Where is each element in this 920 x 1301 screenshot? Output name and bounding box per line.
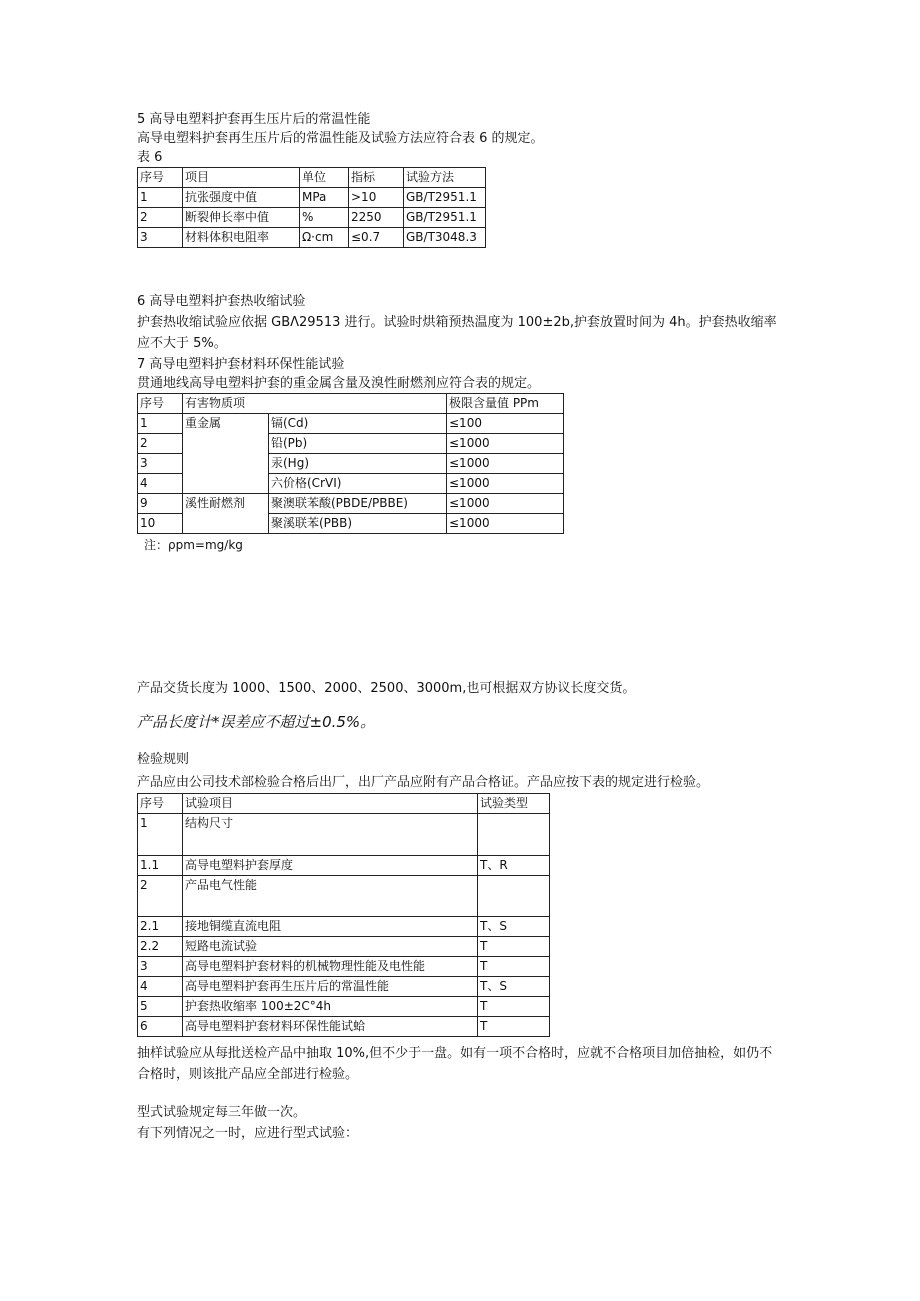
cell: 2 — [138, 208, 183, 228]
group-cell-heavy-metal: 重金属 — [183, 414, 269, 494]
table-row — [138, 876, 550, 917]
cell: ≤1000 — [447, 494, 564, 514]
header-cell: 有害物质项 — [183, 394, 447, 414]
header-cell: 序号 — [138, 394, 183, 414]
cell: 聚溪联苯(PBB) — [269, 514, 447, 534]
cell: 镉(Cd) — [269, 414, 447, 434]
table-row — [138, 188, 486, 208]
cell: 3 — [138, 957, 183, 977]
cell: ≤1000 — [447, 434, 564, 454]
cell: Ω·cm — [300, 228, 349, 248]
table-row — [138, 814, 550, 856]
header-cell: 单位 — [300, 168, 349, 188]
cell: GB/T2951.1 — [404, 188, 486, 208]
cell: 高导电塑料护套材料环保性能试蛤 — [183, 1017, 478, 1037]
cell: 高导电塑料护套再生压片后的常温性能 — [183, 977, 478, 997]
cell: 聚澳联苯酸(PBDE/PBBE) — [269, 494, 447, 514]
cell: 护套热收缩率 100±2C°4h — [183, 997, 478, 1017]
cell: 2 — [138, 876, 183, 917]
cell: 抗张强度中值 — [183, 188, 300, 208]
cell: ≤1000 — [447, 474, 564, 494]
cell: 材料体积电阻率 — [183, 228, 300, 248]
cell: 2.2 — [138, 937, 183, 957]
cell: T、S — [478, 917, 550, 937]
table-row — [138, 494, 564, 514]
length-tolerance: 产品长度计*误差应不超过±0.5%。 — [137, 713, 376, 731]
cell: T、R — [478, 856, 550, 876]
cell: T — [478, 957, 550, 977]
cell: T — [478, 1017, 550, 1037]
cell: GB/T3048.3 — [404, 228, 486, 248]
table-hazardous — [137, 393, 564, 534]
header-cell: 试验项目 — [183, 794, 478, 814]
cell: T、S — [478, 977, 550, 997]
sampling-text: 抽样试验应从每批送检产品中抽取 10%,但不少于一盘。如有一项不合格时，应就不合格项目加倍抽检，如仍不合格时，则该批产品应全部进行检验。 — [137, 1046, 773, 1082]
cell: 产品电气性能 — [183, 876, 478, 917]
cell: 1 — [138, 414, 183, 434]
cell: 6 — [138, 1017, 183, 1037]
table-row — [138, 856, 550, 876]
cell: 结构尺寸 — [183, 814, 478, 856]
cell: 3 — [138, 454, 183, 474]
cell: 4 — [138, 474, 183, 494]
table-header-row — [138, 794, 550, 814]
section7-intro: 贯通地线高导电塑料护套的重金属含量及溴性耐燃剂应符合表的规定。 — [137, 376, 541, 391]
cell: 2.1 — [138, 917, 183, 937]
cell: 1.1 — [138, 856, 183, 876]
header-cell: 序号 — [138, 794, 183, 814]
cell: 10 — [138, 514, 183, 534]
cell: 接地铜缆直流电阻 — [183, 917, 478, 937]
inspection-intro: 产品应由公司技术部检验合格后出厂，出厂产品应附有产品合格证。产品应按下表的规定进行检验。 — [137, 775, 710, 790]
cell: 5 — [138, 997, 183, 1017]
delivery-length: 产品交货长度为 1000、1500、2000、2500、3000m,也可根据双方协议长度交货。 — [137, 681, 636, 696]
table6 — [137, 167, 486, 248]
header-cell: 试验方法 — [404, 168, 486, 188]
cell: GB/T2951.1 — [404, 208, 486, 228]
inspection-heading: 检验规则 — [137, 752, 190, 767]
table-row — [138, 1017, 550, 1037]
cell: 汞(Hg) — [269, 454, 447, 474]
section5-heading: 5 高导电塑料护套再生压片后的常温性能 — [137, 112, 371, 127]
cell: 铅(Pb) — [269, 434, 447, 454]
table-header-row — [138, 394, 564, 414]
cell: T — [478, 997, 550, 1017]
cell: 1 — [138, 814, 183, 856]
cell: 高导电塑料护套材料的机械物理性能及电性能 — [183, 957, 478, 977]
cell: ≤1000 — [447, 514, 564, 534]
section7-heading: 7 高导电塑料护套材料环保性能试验 — [137, 357, 345, 372]
table-inspection — [137, 793, 550, 1037]
cell: 3 — [138, 228, 183, 248]
type-test-conditions: 有下列情况之一时，应进行型式试验： — [137, 1126, 359, 1141]
table-row — [138, 977, 550, 997]
cell: 高导电塑料护套厚度 — [183, 856, 478, 876]
cell: T — [478, 937, 550, 957]
type-test-text: 型式试验规定每三年做一次。 — [137, 1105, 307, 1120]
table-row — [138, 414, 564, 434]
cell: ≤1000 — [447, 454, 564, 474]
table-header-row — [138, 168, 486, 188]
table-row — [138, 917, 550, 937]
table6-label: 表 6 — [137, 150, 163, 165]
cell: 4 — [138, 977, 183, 997]
cell: 9 — [138, 494, 183, 514]
table-row — [138, 957, 550, 977]
cell: 六价格(CrVI) — [269, 474, 447, 494]
table-row — [138, 208, 486, 228]
table-note: 注：ρpm=mg∕kg — [144, 538, 243, 552]
cell: ≤100 — [447, 414, 564, 434]
section6-body: 护套热收缩试验应依据 GBΛ29513 进行。试验时烘箱预热温度为 100±2b,护套放置时间为 4h。护套热收缩率应不大于 5%。 — [137, 315, 777, 351]
cell: 断裂伸长率中值 — [183, 208, 300, 228]
cell: 2250 — [349, 208, 404, 228]
cell: ≤0.7 — [349, 228, 404, 248]
cell — [478, 814, 550, 856]
section6-heading: 6 高导电塑料护套热收缩试验 — [137, 294, 306, 309]
header-cell: 项目 — [183, 168, 300, 188]
header-cell: 指标 — [349, 168, 404, 188]
cell: 2 — [138, 434, 183, 454]
section5-intro: 高导电塑料护套再生压片后的常温性能及试验方法应符合表 6 的规定。 — [137, 131, 544, 146]
cell — [478, 876, 550, 917]
cell: MPa — [300, 188, 349, 208]
table-row — [138, 228, 486, 248]
table-row — [138, 997, 550, 1017]
header-cell: 试验类型 — [478, 794, 550, 814]
header-cell: 序号 — [138, 168, 183, 188]
group-cell-flame-retardant: 溪性耐燃剂 — [183, 494, 269, 534]
header-cell: 极限含量值 PPm — [447, 394, 564, 414]
cell: 短路电流试验 — [183, 937, 478, 957]
cell: 1 — [138, 188, 183, 208]
table-row — [138, 937, 550, 957]
cell: >10 — [349, 188, 404, 208]
cell: % — [300, 208, 349, 228]
